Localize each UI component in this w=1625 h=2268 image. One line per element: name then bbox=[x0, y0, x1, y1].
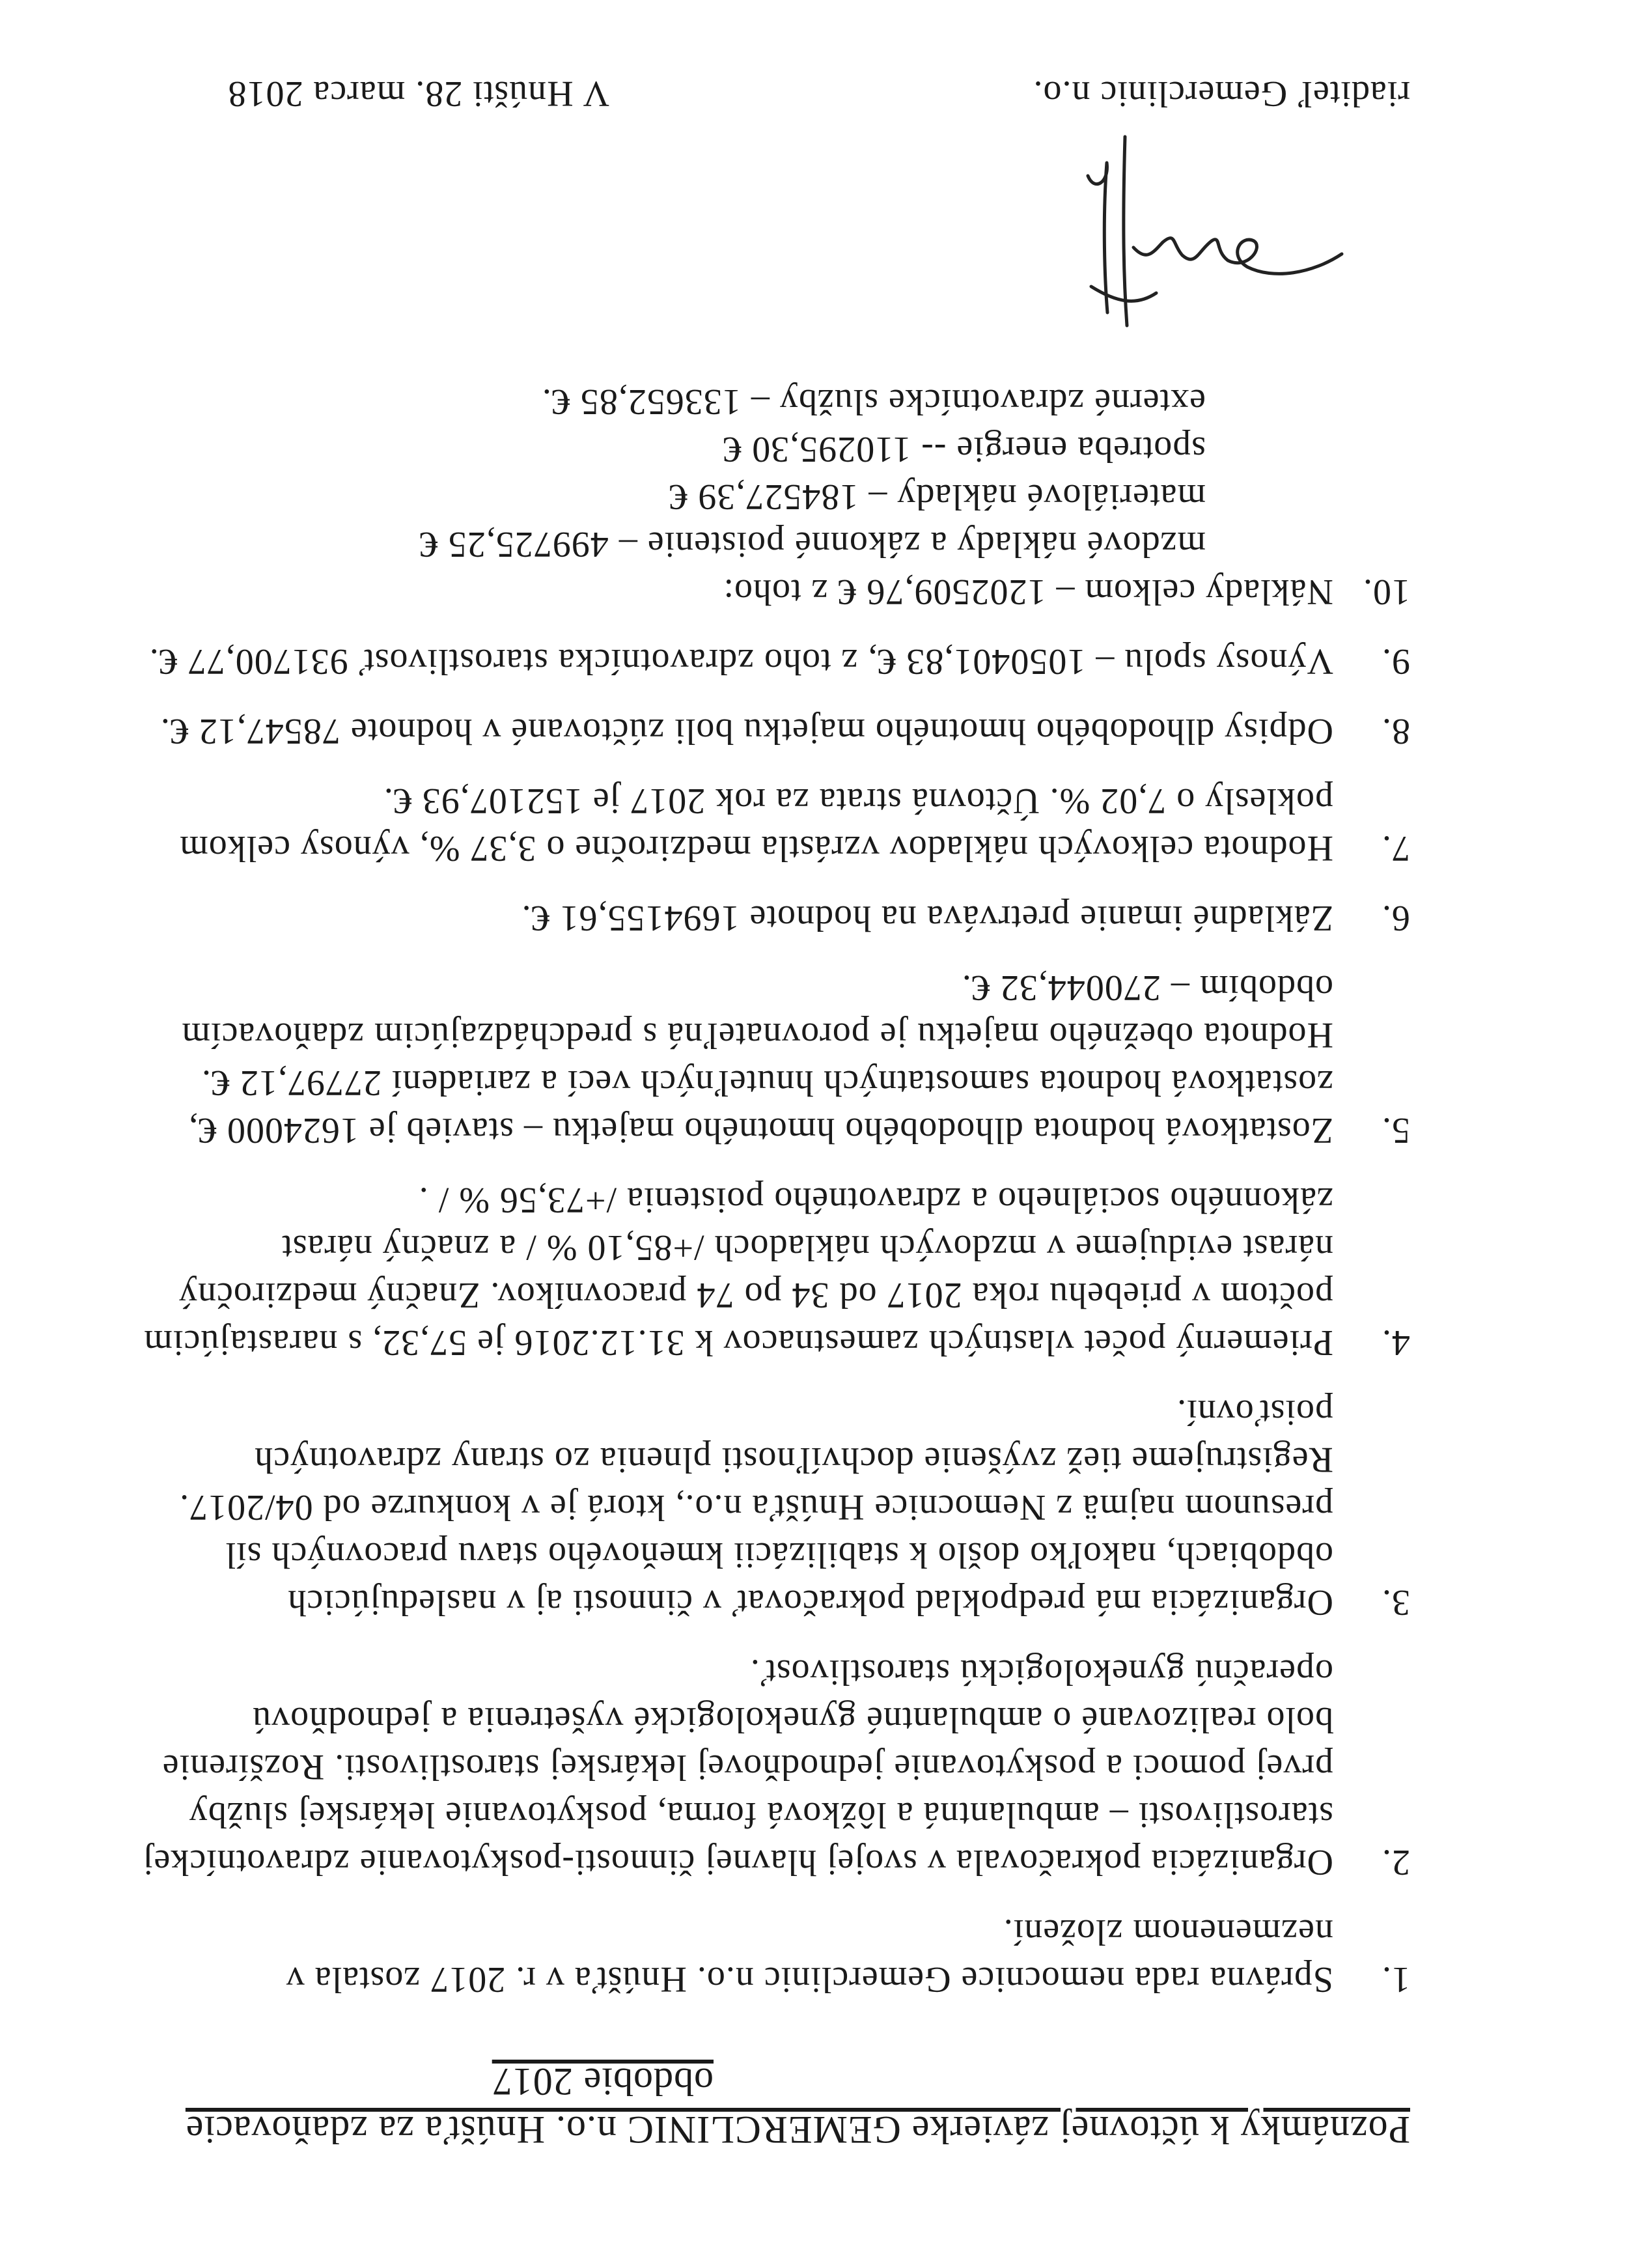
note-number: 4. bbox=[1382, 1323, 1410, 1363]
note-number: 5. bbox=[1382, 1110, 1410, 1151]
document-body bbox=[121, 59, 1410, 2154]
document-subtitle: obdobie 2017 bbox=[492, 2060, 714, 2103]
note-line: starostlivosti – ambulantná a lôžková forma, poskytovanie lekárskej služby bbox=[188, 1795, 1333, 1835]
note-number: 6. bbox=[1382, 898, 1410, 938]
cost-breakdown bbox=[121, 378, 1333, 568]
note-line: poisťovní. bbox=[1176, 1392, 1333, 1433]
closing-block bbox=[121, 59, 1410, 332]
note-line: Priemerný počet vlastných zamestnacov k 31.12.2016 je 57,32, s narastajúcim bbox=[143, 1323, 1333, 1363]
note-line: Zostatková hodnota dlhodobého hmotného majetku – stavieb je 1624000 €, bbox=[188, 1110, 1333, 1151]
note-item bbox=[121, 637, 1410, 685]
note-line: Hodnota celkových nákladov vzrástla medziročne o 3,37 %, výnosy celkom bbox=[179, 828, 1333, 869]
notes-list bbox=[121, 378, 1410, 2003]
cost-line: materiálové náklady – 184527,39 € bbox=[669, 477, 1206, 517]
document-date: V Hnúšti 28. marca 2018 bbox=[227, 74, 609, 114]
note-line: nárast evidujeme v mzdových nákladoch /+85,10 % / a značný nárast bbox=[281, 1227, 1333, 1268]
note-line: Hodnota obežného majetku je porovnateľná s predchádzajúcim zdaňovacím bbox=[181, 1015, 1333, 1056]
note-number: 10. bbox=[1363, 572, 1410, 612]
note-item bbox=[121, 1908, 1410, 2003]
note-line: Výnosy spolu – 1050401,83 €, z toho zdravotnícka starostlivosť 931700,77 €. bbox=[148, 641, 1333, 682]
handwritten-signature bbox=[1046, 124, 1352, 332]
cost-line: mzdové náklady a zákonné poistenie – 499725,25 € bbox=[419, 524, 1206, 565]
note-item bbox=[121, 1388, 1410, 1626]
note-number: 2. bbox=[1382, 1842, 1410, 1883]
note-line: Registrujeme tiež zvýšenie dochvíľnosti plnenia zo strany zdravotných bbox=[254, 1440, 1333, 1480]
note-number: 9. bbox=[1382, 641, 1410, 682]
signatory-title: riaditeľ Gemerclinic n.o. bbox=[1033, 74, 1410, 114]
note-line: prvej pomoci a poskytovanie jednodňovej lekárskej starostlivosti. Rozšírenie bbox=[161, 1747, 1333, 1787]
note-line: Náklady celkom – 1202509,76 € z toho: bbox=[723, 572, 1333, 612]
note-item bbox=[121, 894, 1410, 942]
note-line: Správna rada nemocnice Gemerclinic n.o. Hnúšťa v r. 2017 zostala v bbox=[285, 1959, 1333, 2000]
note-item bbox=[121, 1648, 1410, 1886]
note-number: 3. bbox=[1382, 1582, 1410, 1623]
note-line: presunom najmä z Nemocnice Hnúšťa n.o., ktorá je v konkurze od 04/2017. bbox=[179, 1487, 1333, 1528]
note-line: zákonného sociálneho a zdravotného poistenia /+73,56 % / . bbox=[418, 1180, 1333, 1220]
cost-line: externé zdravotnícke služby – 133652,85 €. bbox=[541, 382, 1206, 422]
note-line: Základné imanie pretrváva na hodnote 1694155,61 €. bbox=[521, 898, 1333, 938]
cost-line: spotreba energie -- 110295,30 € bbox=[723, 429, 1206, 469]
note-item bbox=[121, 707, 1410, 755]
note-number: 7. bbox=[1382, 828, 1410, 869]
note-number: 8. bbox=[1382, 711, 1410, 751]
note-item bbox=[121, 964, 1410, 1154]
note-line: Organizácia má predpoklad pokračovať v činnosti aj v nasledujúcich bbox=[287, 1582, 1333, 1623]
note-line: nezmenenom zložení. bbox=[1003, 1912, 1333, 1952]
document-title: Poznámky k účtovnej závierke GEMERCLINIC n.o. Hnúšťa za zdaňovacie bbox=[185, 2108, 1410, 2151]
note-line: Organizácia pokračovala v svojej hlavnej činnosti-poskytovanie zdravotníckej bbox=[142, 1842, 1333, 1883]
note-line: obdobím – 270044,32 €. bbox=[961, 968, 1333, 1008]
note-line: operačnú gynekologickú starostlivosť. bbox=[749, 1652, 1333, 1692]
note-item bbox=[121, 1176, 1410, 1366]
note-number: 1. bbox=[1382, 1959, 1410, 2000]
note-line: počtom v priebehu roka 2017 od 34 po 74 pracovníkov. Značný medziročný bbox=[178, 1275, 1333, 1315]
note-line: obdobiach, nakoľko došlo k stabilizácii kmeňového stavu pracovných síl bbox=[225, 1535, 1333, 1575]
note-item bbox=[121, 777, 1410, 872]
note-line: poklesly o 7,02 %. Účtovná strata za rok 2017 je 152107,93 €. bbox=[383, 781, 1333, 821]
note-item bbox=[121, 378, 1410, 615]
note-line: zostatková hodnota samostatných hnuteľných vecí a zariadení 27797,12 €. bbox=[201, 1063, 1333, 1103]
note-line: Odpisy dlhodobého hmotného majetku boli zúčtované v hodnote 78547,12 €. bbox=[160, 711, 1333, 751]
note-line: bolo realizované o ambulantné gynekologické vyšetrenia a jednodňovú bbox=[252, 1700, 1333, 1740]
